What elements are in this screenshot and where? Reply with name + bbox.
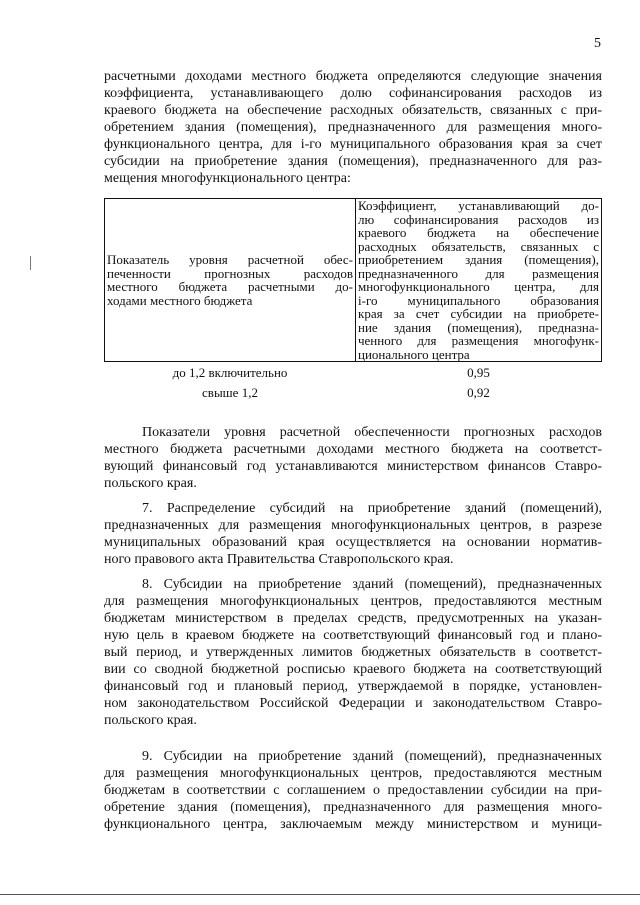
text-line: бюджетам министерством в пределах средств, предусмотренных на указан- (104, 611, 602, 626)
text-line: обретением здания (помещения), предназначенного для размещения много- (104, 120, 602, 135)
text-line: вующий финансовый год устанавливаются министерством финансов Ставро- (104, 459, 602, 474)
header-line: местного бюджета расчетными до- (107, 279, 353, 294)
paragraph-indicators (104, 424, 602, 492)
text-line: функционального центра, заключаемым между министерством и муници- (104, 817, 602, 832)
text-line: бюджетам в соответствии с соглашением о предоставлении субсидии на при- (104, 783, 602, 798)
header-line: ние здания (помещения), предназна- (358, 319, 599, 335)
text-line: 9. Субсидии на приобретение зданий (помещений), предназначенных (142, 749, 602, 764)
header-line: ционального центра (358, 346, 470, 362)
paragraph-9 (104, 748, 602, 833)
header-line: печенности прогнозных расходов (107, 265, 353, 281)
text-line: муниципальных образований края осуществляется на основании норматив- (104, 535, 602, 550)
paragraph-7 (104, 500, 602, 568)
table-cell-coefficient: 0,92 (467, 384, 490, 400)
scan-bottom-edge (0, 894, 640, 895)
header-line: Коэффициент, устанавливающий до- (358, 198, 599, 213)
table-header-row (105, 199, 602, 362)
header-line: предназначенного для размещения (358, 265, 599, 281)
table-cell-indicator: до 1,2 включительно (172, 365, 288, 380)
paragraph-8 (104, 576, 602, 729)
text-line: краевого бюджета на обеспечение расходных обязательств, связанных с при- (104, 103, 602, 118)
text-line: вии со сводной бюджетной росписью краевого бюджета на соответствующий (104, 662, 602, 677)
text-line: ную цель в краевом бюджете на соответствующий финансовый год и плано- (104, 628, 602, 643)
text-line: польского края. (104, 713, 197, 728)
table-header-coefficient (356, 199, 602, 362)
text-line: для размещения многофункциональных центров, предоставляются местным (104, 594, 602, 609)
text-line: ного правового акта Правительства Ставропольского края. (104, 552, 454, 567)
header-line: Показатель уровня расчетной обес- (107, 252, 353, 267)
table-row (105, 362, 602, 380)
text-line: функционального центра, для i-го муниципального образования края за счет (104, 137, 602, 152)
coefficient-table (104, 198, 602, 399)
text-line: субсидии на приобретение здания (помещения), предназначенного для раз- (104, 154, 602, 169)
header-line: расходных обязательств, связанных с (358, 238, 599, 254)
header-line: приобретением здания (помещения), (358, 252, 599, 267)
text-line: обретение здания (помещения), предназначенного для размещения много- (104, 800, 602, 815)
table-cell-indicator: свыше 1,2 (202, 384, 258, 400)
header-line: i-го муниципального образования (358, 292, 599, 308)
text-line: 8. Субсидии на приобретение зданий (помещений), предназначенных (142, 577, 602, 592)
text-line: коэффициента, устанавливающего долю софинансирования расходов из (104, 86, 602, 101)
text-line: вый период, и утвержденных лимитов бюджетных обязательств в соответст- (104, 645, 602, 660)
text-line: предназначенных для размещения многофункциональных центров, в разрезе (104, 518, 602, 533)
table-cell-coefficient: 0,95 (467, 365, 490, 380)
text-line: местного бюджета расчетными доходами местного бюджета на соответст- (104, 442, 602, 457)
intro-paragraph (104, 68, 602, 187)
text-line: финансовый год и плановый период, утверждаемой в порядке, установлен- (104, 679, 602, 694)
table-row (105, 380, 602, 400)
text-line: польского края. (104, 476, 197, 491)
table-header-indicator (105, 199, 356, 362)
header-line: края за счет субсидии на приобрете- (358, 306, 599, 321)
header-line: лю софинансирования расходов из (358, 211, 599, 227)
header-line: многофункционального центра, для (358, 279, 599, 294)
text-line: расчетными доходами местного бюджета определяются следующие значения (104, 69, 602, 84)
text-line: Показатели уровня расчетной обеспеченности прогнозных расходов (142, 425, 602, 440)
header-line: ченного для размещения многофунк- (358, 333, 599, 348)
text-line: для размещения многофункциональных центров, предоставляются местным (104, 766, 602, 781)
text-line: 7. Распределение субсидий на приобретение зданий (помещений), (142, 501, 602, 516)
page-number: 5 (594, 36, 601, 51)
margin-mark (30, 256, 31, 270)
header-line: ходами местного бюджета (107, 292, 253, 308)
text-line: ном законодательством Российской Федерации и законодательством Ставро- (104, 696, 602, 711)
header-line: краевого бюджета на обеспечение (358, 225, 599, 240)
text-line: мещения многофункционального центра: (104, 171, 351, 186)
